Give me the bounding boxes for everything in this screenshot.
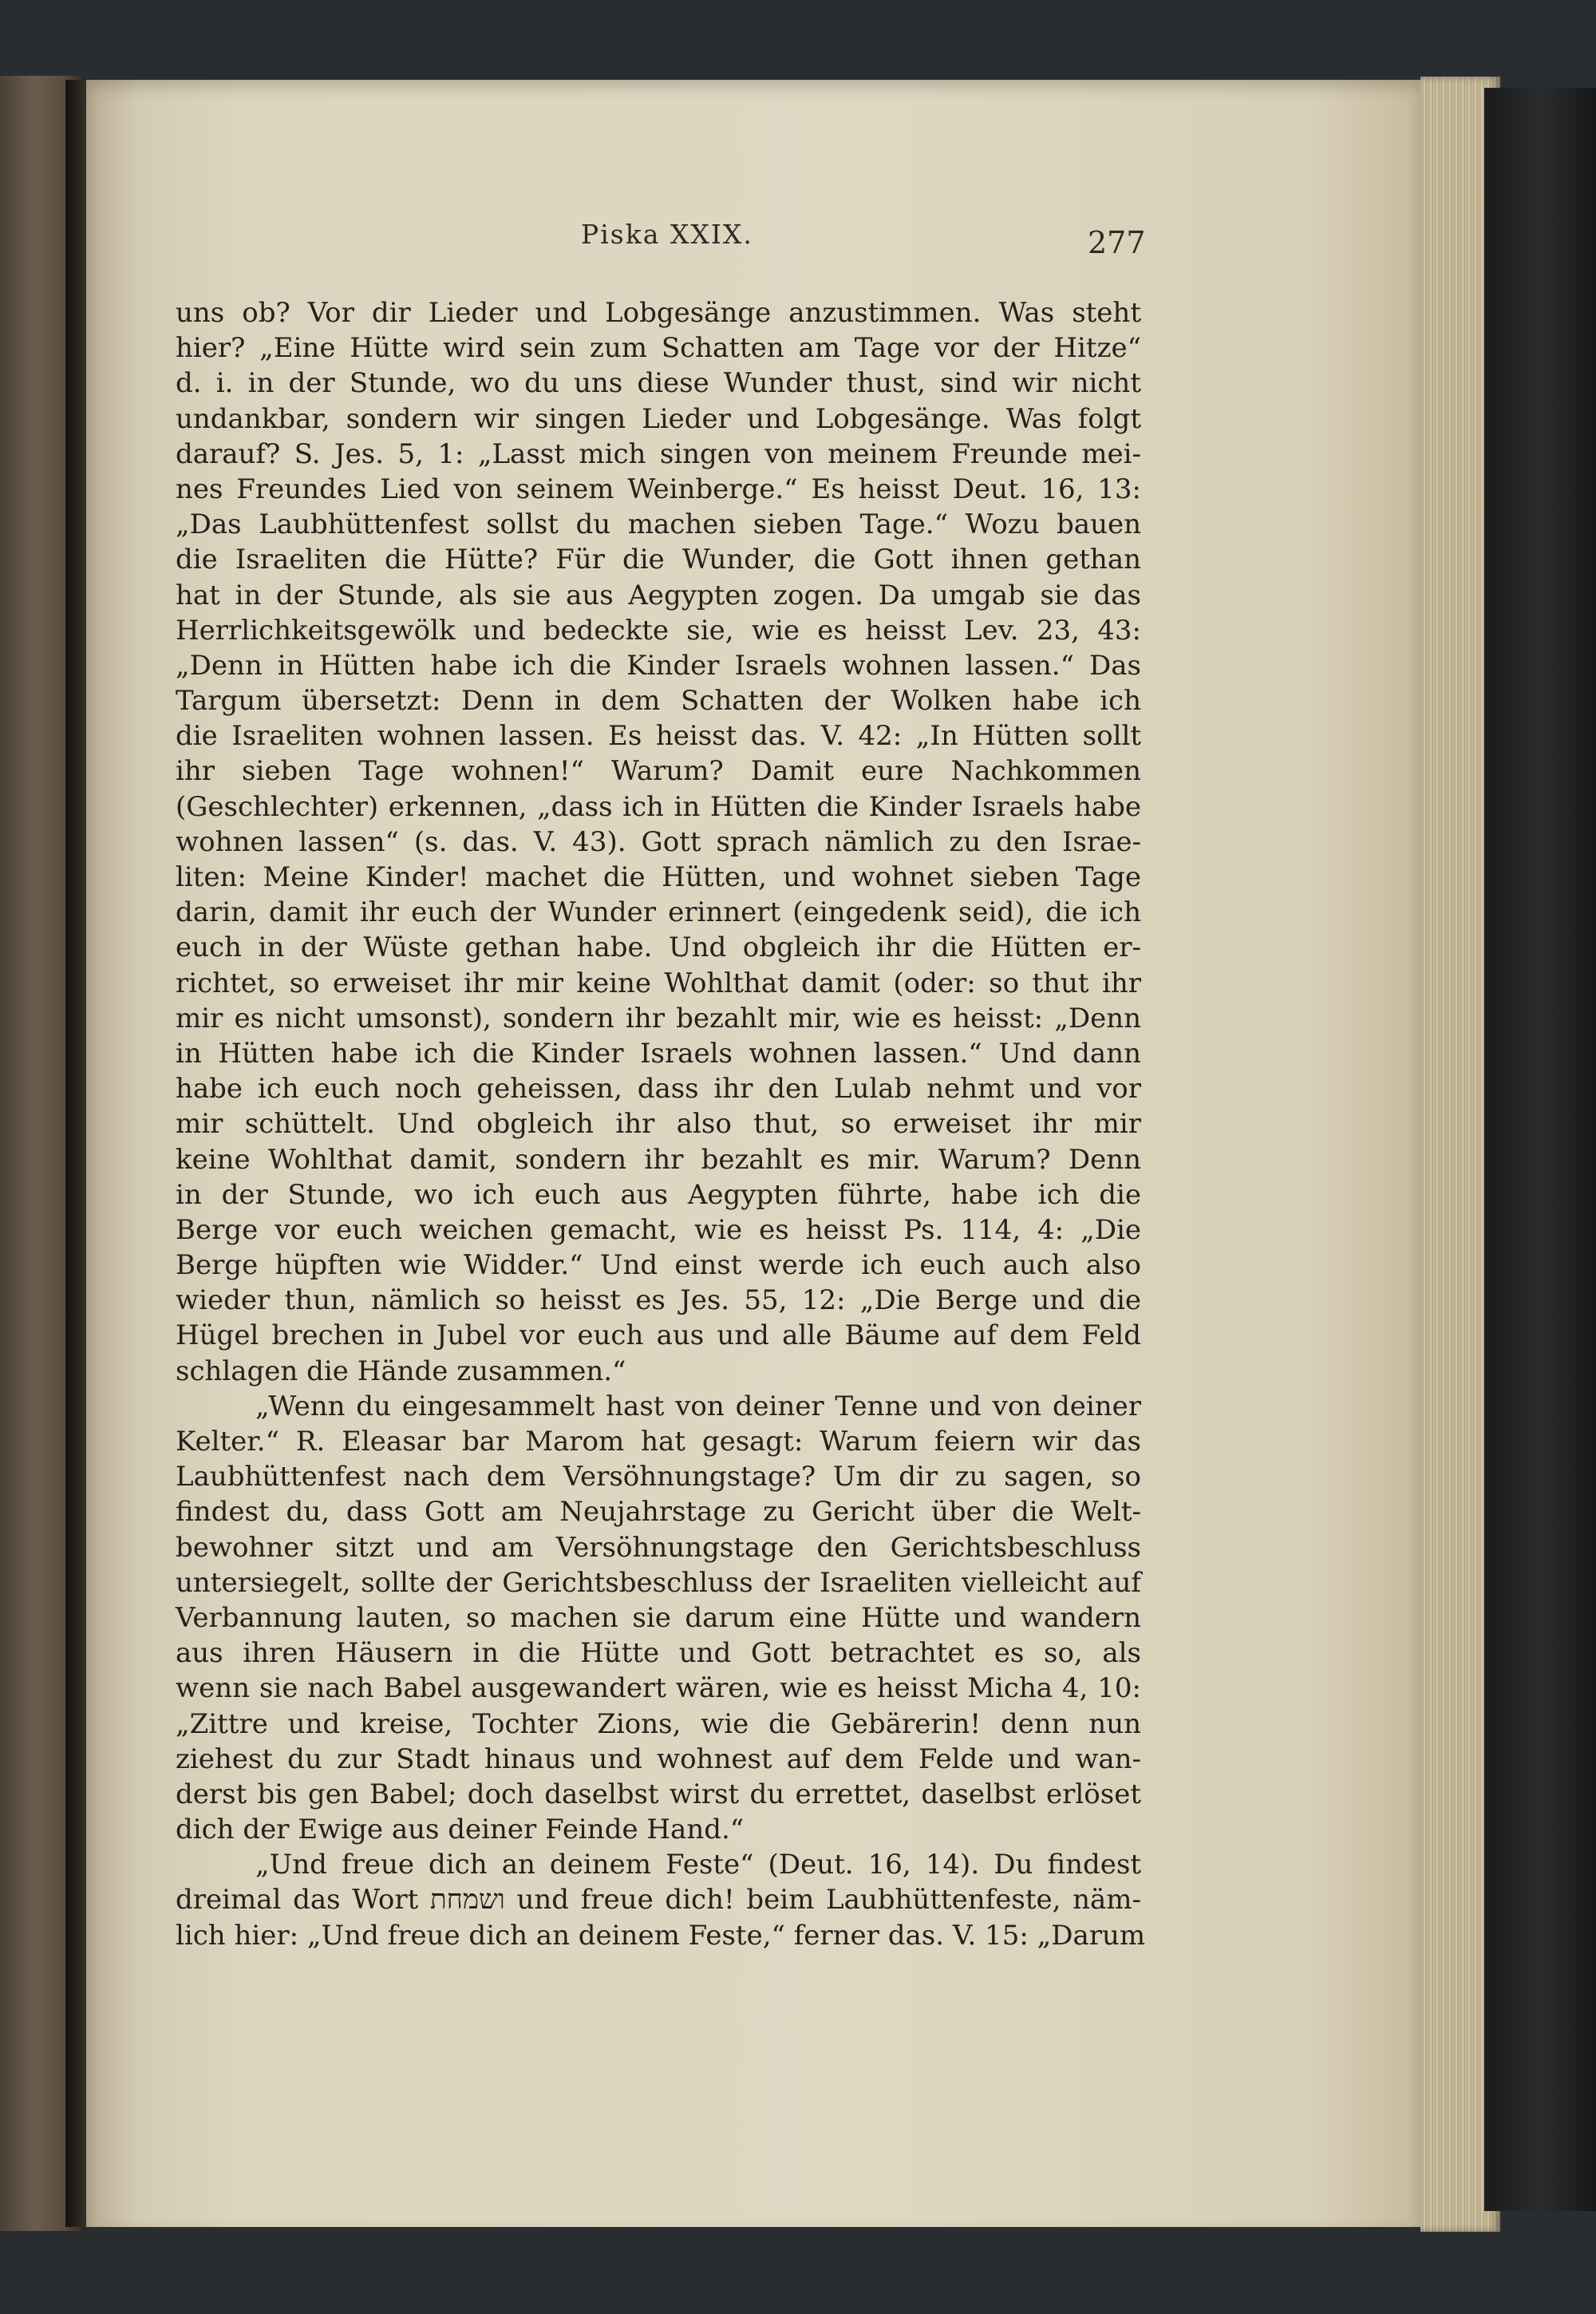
text-line: Verbannung lauten, so machen sie darum eine Hütte und wandern: [176, 1601, 1141, 1634]
text-line: keine Wohlthat damit, sondern ihr bezahlt es mir. Warum? Denn: [176, 1143, 1141, 1176]
text-line: dreimal das Wort ושמחת und freue dich! beim Laubhüttenfeste, näm-: [176, 1884, 1141, 1916]
text-line: Herrlichkeitsgewölk und bedeckte sie, wie es heisst Lev. 23, 43:: [176, 614, 1141, 647]
text-line: wohnen lassen“ (s. das. V. 43). Gott sprach nämlich zu den Israe-: [176, 825, 1141, 858]
text-line: in der Stunde, wo ich euch aus Aegypten führte, habe ich die: [176, 1178, 1141, 1211]
text-line: (Geschlechter) erkennen, „dass ich in Hütten die Kinder Israels habe: [176, 790, 1141, 823]
text-line: liten: Meine Kinder! machet die Hütten, und wohnet sieben Tage: [176, 861, 1141, 893]
text-line: Berge vor euch weichen gemacht, wie es heisst Ps. 114, 4: „Die: [176, 1213, 1141, 1246]
text-line: Kelter.“ R. Eleasar bar Marom hat gesagt: Warum feiern wir das: [176, 1426, 1141, 1458]
running-head: Piska XXIX.: [581, 219, 753, 250]
text-line: schlagen die Hände zusammen.“: [176, 1355, 626, 1387]
text-line: derst bis gen Babel; doch daselbst wirst du errettet, daselbst erlöset: [176, 1778, 1141, 1810]
text-line: habe ich euch noch geheissen, dass ihr den Lulab nehmt und vor: [176, 1073, 1141, 1106]
text-line: hat in der Stunde, als sie aus Aegypten zogen. Da umgab sie das: [176, 579, 1141, 611]
text-line: lich hier: „Und freue dich an deinem Feste,“ ferner das. V. 15: „Darum: [176, 1919, 1146, 1952]
text-line: hier? „Eine Hütte wird sein zum Schatten am Tage vor der Hitze“: [176, 332, 1141, 365]
text-line: darauf? S. Jes. 5, 1: „Lasst mich singen von meinem Freunde mei-: [176, 437, 1141, 470]
text-line: die Israeliten wohnen lassen. Es heisst das. V. 42: „In Hütten sollt: [176, 720, 1141, 753]
text-line: wenn sie nach Babel ausgewandert wären, wie es heisst Micha 4, 10:: [176, 1672, 1141, 1705]
text-line: Berge hüpften wie Widder.“ Und einst werde ich euch auch also: [176, 1249, 1141, 1282]
text-line: dich der Ewige aus deiner Feinde Hand.“: [176, 1814, 745, 1846]
text-line: in Hütten habe ich die Kinder Israels wohnen lassen.“ Und dann: [176, 1037, 1141, 1070]
text-line: richtet, so erweiset ihr mir keine Wohlthat damit (oder: so thut ihr: [176, 967, 1141, 999]
text-line: wieder thun, nämlich so heisst es Jes. 55, 12: „Die Berge und die: [176, 1284, 1141, 1317]
text-line: aus ihren Häusern in die Hütte und Gott betrachtet es so, als: [176, 1637, 1141, 1670]
text-line: „Das Laubhüttenfest sollst du machen sieben Tage.“ Wozu bauen: [176, 508, 1141, 541]
text-line: euch in der Wüste gethan habe. Und obgleich ihr die Hütten er-: [176, 932, 1141, 964]
text-line: d. i. in der Stunde, wo du uns diese Wunder thust, sind wir nicht: [176, 367, 1141, 400]
text-line: ziehest du zur Stadt hinaus und wohnest auf dem Felde und wan-: [176, 1742, 1141, 1775]
text-line: die Israeliten die Hütte? Für die Wunder, die Gott ihnen gethan: [176, 544, 1141, 576]
text-line: „Wenn du eingesammelt hast von deiner Tenne und von deiner: [255, 1390, 1141, 1422]
text-line: undankbar, sondern wir singen Lieder und Lobgesänge. Was folgt: [176, 402, 1141, 435]
page-header: [86, 214, 1420, 262]
text-line: Hügel brechen in Jubel vor euch aus und alle Bäume auf dem Feld: [176, 1319, 1141, 1352]
text-line: Laubhüttenfest nach dem Versöhnungstage? Um dir zu sagen, so: [176, 1461, 1141, 1493]
book-cover-right: [1484, 88, 1596, 2211]
text-line: darin, damit ihr euch der Wunder erinnert (eingedenk seid), die ich: [176, 896, 1141, 929]
text-line: Targum übersetzt: Denn in dem Schatten der Wolken habe ich: [176, 685, 1141, 718]
text-line: uns ob? Vor dir Lieder und Lobgesänge anzustimmen. Was steht: [176, 297, 1141, 329]
page-number: 277: [1088, 225, 1146, 260]
text-line: „Und freue dich an deinem Feste“ (Deut. 16, 14). Du findest: [255, 1849, 1141, 1881]
text-line: „Denn in Hütten habe ich die Kinder Israels wohnen lassen.“ Das: [176, 649, 1141, 682]
text-line: „Zittre und kreise, Tochter Zions, wie die Gebärerin! denn nun: [176, 1707, 1141, 1740]
text-line: mir es nicht umsonst), sondern ihr bezahlt mir, wie es heisst: „Denn: [176, 1002, 1141, 1034]
text-line: findest du, dass Gott am Neujahrstage zu Gericht über die Welt-: [176, 1496, 1141, 1529]
text-line: mir schüttelt. Und obgleich ihr also thut, so erweiset ihr mir: [176, 1108, 1141, 1141]
body-text: [176, 295, 1146, 1953]
text-line: untersiegelt, sollte der Gerichtsbeschluss der Israeliten vielleicht auf: [176, 1566, 1141, 1599]
text-line: nes Freundes Lied von seinem Weinberge.“ Es heisst Deut. 16, 13:: [176, 473, 1141, 505]
text-line: bewohner sitzt und am Versöhnungstage den Gerichtsbeschluss: [176, 1531, 1141, 1564]
text-line: ihr sieben Tage wohnen!“ Warum? Damit eure Nachkommen: [176, 755, 1141, 788]
